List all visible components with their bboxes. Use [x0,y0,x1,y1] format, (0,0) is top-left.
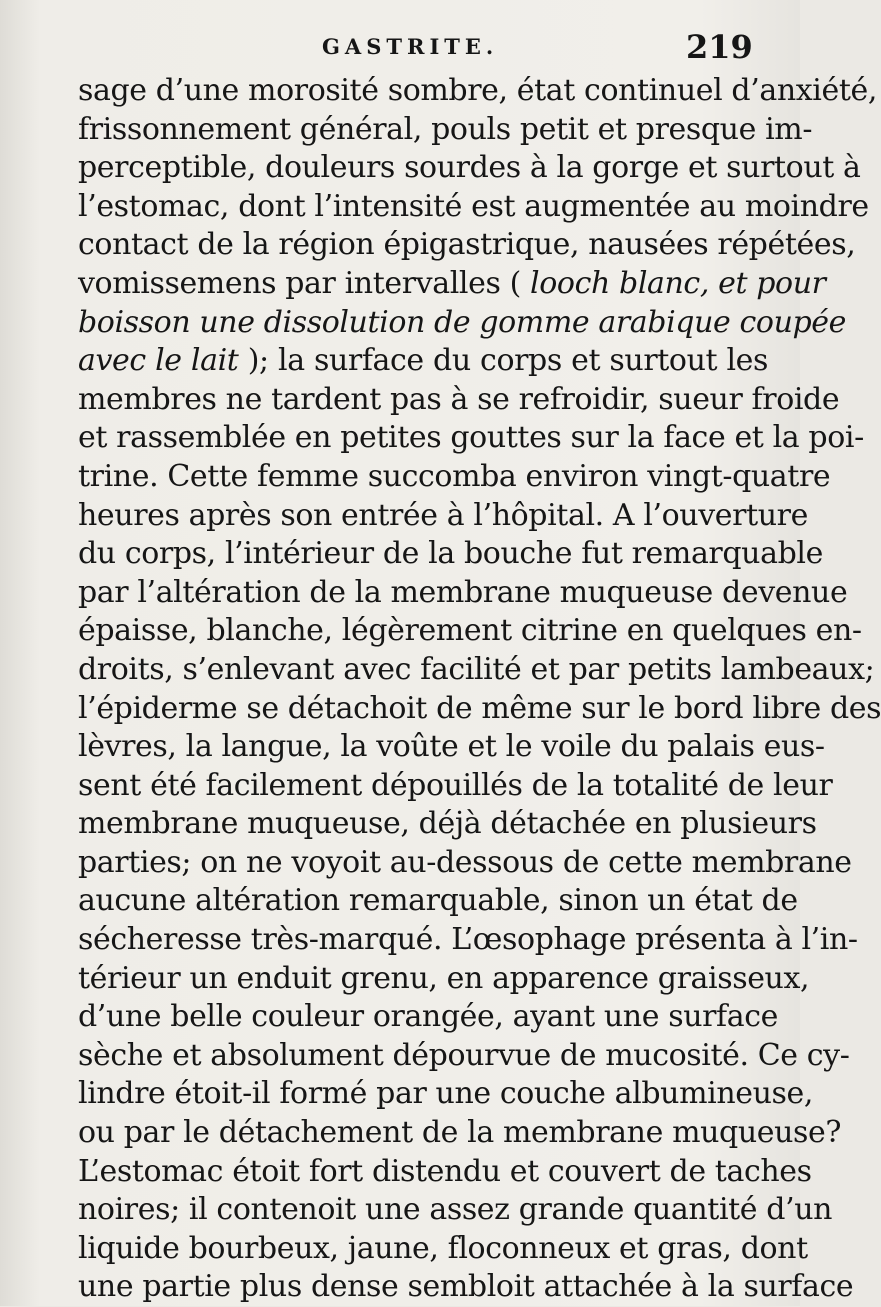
text-line: sent été facilement dépouillés de la totalité de leur [78,767,833,803]
text-line: trine. Cette femme succomba environ vingt-quatre [78,458,831,494]
text-line [78,265,826,304]
text-line: perceptible, douleurs sourdes à la gorge et surtout à [78,150,861,186]
text-line: du corps, l’intérieur de la bouche fut remarquable [78,536,823,572]
text-line: lèvres, la langue, la voûte et le voile du palais eus- [78,729,825,765]
text-line: et rassemblée en petites gouttes sur la face et la poi- [78,420,864,456]
text-line: heures après son entrée à l’hôpital. A l’ouverture [78,497,808,533]
page-header [0,30,800,70]
text-line: lindre étoit-il formé par une couche albumineuse, [78,1076,813,1112]
text-line: aucune altération remarquable, sinon un état de [78,883,798,919]
text-line: d’une belle couleur orangée, ayant une surface [78,999,779,1035]
text-line: l’estomac, dont l’intensité est augmentée au moindre [78,188,869,224]
text-span: vomissemens par intervalles ( [78,265,531,301]
text-span: ); la surface du corps et surtout les [238,343,768,379]
italic-text-span: avec le lait [78,343,239,379]
text-line: épaisse, blanche, légèrement citrine en quelques en- [78,613,862,649]
text-line: sèche et absolument dépourvue de mucosité. Ce cy- [78,1037,850,1073]
text-line [78,304,847,343]
text-line: une partie plus dense sembloit attachée à la surface [78,1269,854,1305]
text-line: sécheresse très-marqué. L’œsophage présenta à l’in- [78,922,858,958]
text-line: l’épiderme se détachoit de même sur le bord libre des [78,690,881,726]
running-title: GASTRITE. [322,34,499,59]
text-line: térieur un enduit grenu, en apparence graisseux, [78,960,810,996]
text-line: contact de la région épigastrique, nausées répétées, [78,227,856,263]
text-line: membres ne tardent pas à se refroidir, sueur froide [78,381,840,417]
text-line: frissonnement général, pouls petit et presque im- [78,111,813,147]
text-line: membrane muqueuse, déjà détachée en plusieurs [78,806,817,842]
text-line: liquide bourbeux, jaune, floconneux et gras, dont [78,1230,808,1266]
text-line: ou par le détachement de la membrane muqueuse? [78,1115,842,1151]
text-line: L’estomac étoit fort distendu et couvert de taches [78,1153,812,1189]
text-line: droits, s’enlevant avec facilité et par petits lambeaux; [78,651,875,687]
text-line: noires; il contenoit une assez grande quantité d’un [78,1192,833,1228]
italic-text-span: looch blanc, et pour [530,265,826,301]
page-number: 219 [686,28,753,66]
text-line: par l’altération de la membrane muqueuse devenue [78,574,848,610]
text-line [78,342,768,381]
italic-text-span: boisson une dissolution de gomme arabique coupée [78,304,847,340]
text-line: parties; on ne voyoit au-dessous de cette membrane [78,844,852,880]
body-text [78,72,881,1307]
text-line: sage d’une morosité sombre, état continuel d’anxiété, [78,73,877,108]
